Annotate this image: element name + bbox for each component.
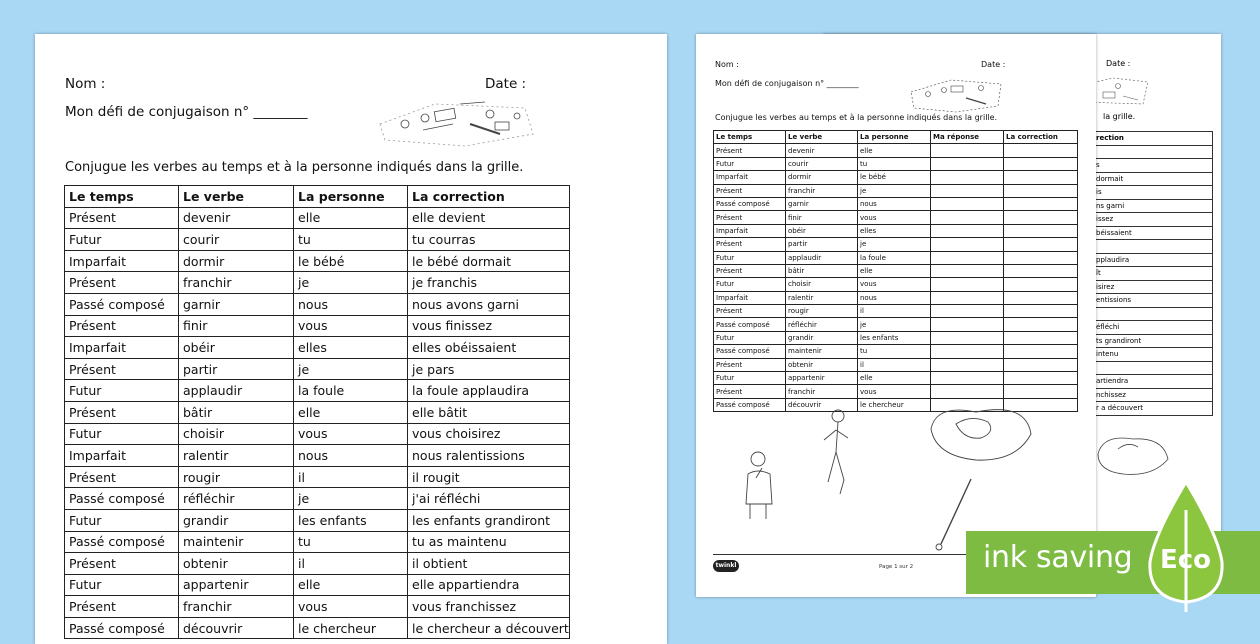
table-cell bbox=[1094, 361, 1213, 375]
table-cell: béissaient bbox=[1094, 226, 1213, 240]
table-cell: elle bbox=[294, 574, 408, 596]
table-row bbox=[65, 445, 570, 467]
table-cell: tu bbox=[858, 157, 931, 170]
back-table-row bbox=[1094, 253, 1213, 267]
table-cell: je bbox=[858, 238, 931, 251]
table-cell: courir bbox=[786, 157, 858, 170]
table-cell: devenir bbox=[786, 144, 858, 157]
front-table-row bbox=[714, 197, 1078, 210]
table-cell bbox=[931, 331, 1004, 344]
table-cell: ralentir bbox=[786, 291, 858, 304]
table-cell: Présent bbox=[65, 401, 179, 423]
table-cell bbox=[931, 144, 1004, 157]
table-cell: franchir bbox=[179, 272, 294, 294]
back-table-row bbox=[1094, 159, 1213, 173]
back-table-row bbox=[1094, 280, 1213, 294]
table-cell: j'ai réfléchi bbox=[408, 488, 570, 510]
table-cell: partir bbox=[786, 238, 858, 251]
table-cell: obtenir bbox=[179, 553, 294, 575]
table-cell: je bbox=[294, 358, 408, 380]
table-cell: grandir bbox=[179, 509, 294, 531]
table-cell: Futur bbox=[714, 157, 786, 170]
table-cell: Présent bbox=[65, 272, 179, 294]
table-cell: Futur bbox=[714, 372, 786, 385]
table-cell: éfléchi bbox=[1094, 321, 1213, 335]
table-cell: la foule bbox=[858, 251, 931, 264]
table-cell bbox=[931, 264, 1004, 277]
table-cell: Imparfait bbox=[65, 250, 179, 272]
front-table-row bbox=[714, 358, 1078, 371]
front-table-row bbox=[714, 157, 1078, 170]
table-cell: Futur bbox=[65, 423, 179, 445]
table-cell: le chercheur bbox=[294, 617, 408, 639]
table-cell: je franchis bbox=[408, 272, 570, 294]
table-row bbox=[65, 401, 570, 423]
table-cell: appartenir bbox=[179, 574, 294, 596]
table-cell: nous bbox=[294, 445, 408, 467]
worksheet-page-large bbox=[35, 34, 667, 644]
table-cell bbox=[931, 157, 1004, 170]
front-table-row bbox=[714, 305, 1078, 318]
table-cell: franchir bbox=[786, 385, 858, 398]
table-cell: garnir bbox=[179, 293, 294, 315]
table-cell: finir bbox=[786, 211, 858, 224]
table-cell: Passé composé bbox=[714, 398, 786, 411]
back-table-row bbox=[1094, 199, 1213, 213]
table-row bbox=[65, 293, 570, 315]
table-cell: Présent bbox=[65, 315, 179, 337]
table-cell bbox=[931, 211, 1004, 224]
table-cell: intenu bbox=[1094, 348, 1213, 362]
back-instructions-text: la grille. bbox=[1103, 112, 1136, 121]
back-table-row bbox=[1094, 294, 1213, 308]
table-row bbox=[65, 488, 570, 510]
table-cell: tu as maintenu bbox=[408, 531, 570, 553]
back-table-row bbox=[1094, 348, 1213, 362]
table-cell: issez bbox=[1094, 213, 1213, 227]
front-table-row bbox=[714, 278, 1078, 291]
table-cell bbox=[931, 291, 1004, 304]
table-cell bbox=[1094, 240, 1213, 254]
table-cell bbox=[1004, 184, 1078, 197]
table-cell bbox=[1004, 345, 1078, 358]
table-cell: Passé composé bbox=[714, 345, 786, 358]
table-cell: choisir bbox=[179, 423, 294, 445]
table-cell: Futur bbox=[65, 229, 179, 251]
table-cell: Passé composé bbox=[65, 617, 179, 639]
table-cell: elles bbox=[294, 337, 408, 359]
table-cell bbox=[931, 171, 1004, 184]
table-cell: tu bbox=[858, 345, 931, 358]
table-cell bbox=[931, 278, 1004, 291]
front-table-row bbox=[714, 331, 1078, 344]
table-cell: applaudir bbox=[786, 251, 858, 264]
back-date-label: Date : bbox=[1106, 59, 1131, 68]
table-cell: découvrir bbox=[179, 617, 294, 639]
table-cell: bâtir bbox=[179, 401, 294, 423]
table-cell: Présent bbox=[65, 466, 179, 488]
table-cell: rougir bbox=[179, 466, 294, 488]
table-cell: obéir bbox=[786, 224, 858, 237]
table-cell bbox=[1004, 305, 1078, 318]
front-table-row bbox=[714, 372, 1078, 385]
table-cell: il bbox=[858, 305, 931, 318]
front-table-row bbox=[714, 264, 1078, 277]
table-cell: ns garni bbox=[1094, 199, 1213, 213]
table-row bbox=[65, 315, 570, 337]
table-cell: grandir bbox=[786, 331, 858, 344]
front-table-row bbox=[714, 171, 1078, 184]
table-row bbox=[65, 466, 570, 488]
table-cell: tu bbox=[294, 531, 408, 553]
table-cell bbox=[931, 372, 1004, 385]
table-cell: les enfants grandiront bbox=[408, 509, 570, 531]
table-cell: les enfants bbox=[294, 509, 408, 531]
front-conjugation-table bbox=[713, 130, 1078, 412]
table-cell: Imparfait bbox=[714, 291, 786, 304]
table-cell: maintenir bbox=[179, 531, 294, 553]
back-table-row bbox=[1094, 334, 1213, 348]
table-cell: franchir bbox=[179, 596, 294, 618]
table-cell: Futur bbox=[714, 251, 786, 264]
table-cell: réfléchir bbox=[786, 318, 858, 331]
table-cell: Présent bbox=[714, 238, 786, 251]
front-table-row bbox=[714, 211, 1078, 224]
table-cell: ît bbox=[1094, 267, 1213, 281]
table-cell: Présent bbox=[714, 358, 786, 371]
table-cell: Présent bbox=[65, 553, 179, 575]
table-cell: devenir bbox=[179, 207, 294, 229]
table-cell: elles bbox=[858, 224, 931, 237]
table-cell bbox=[931, 345, 1004, 358]
table-cell: dormir bbox=[179, 250, 294, 272]
front-date-label: Date : bbox=[981, 60, 1006, 69]
table-cell: elle bâtit bbox=[408, 401, 570, 423]
table-cell: Présent bbox=[714, 264, 786, 277]
table-cell bbox=[1094, 145, 1213, 159]
table-cell: Futur bbox=[65, 574, 179, 596]
table-cell: elle bbox=[858, 144, 931, 157]
table-cell: choisir bbox=[786, 278, 858, 291]
front-instructions-text: Conjugue les verbes au temps et à la personne indiqués dans la grille. bbox=[715, 113, 998, 122]
table-cell bbox=[1004, 331, 1078, 344]
table-cell: je bbox=[294, 488, 408, 510]
table-cell: Futur bbox=[65, 509, 179, 531]
table-cell bbox=[1004, 144, 1078, 157]
table-cell: tu bbox=[294, 229, 408, 251]
table-cell: Imparfait bbox=[65, 337, 179, 359]
table-cell bbox=[1004, 171, 1078, 184]
table-cell: artiendra bbox=[1094, 375, 1213, 389]
table-cell: il rougit bbox=[408, 466, 570, 488]
table-cell bbox=[931, 197, 1004, 210]
table-cell: appartenir bbox=[786, 372, 858, 385]
table-cell: partir bbox=[179, 358, 294, 380]
table-cell: nous ralentissions bbox=[408, 445, 570, 467]
table-cell: les enfants bbox=[858, 331, 931, 344]
table-cell: le chercheur bbox=[858, 398, 931, 411]
table-cell: je bbox=[858, 184, 931, 197]
table-cell: Passé composé bbox=[65, 531, 179, 553]
front-table-row bbox=[714, 238, 1078, 251]
table-cell: vous bbox=[294, 423, 408, 445]
front-header-verb: Le verbe bbox=[786, 131, 858, 144]
header-correction: La correction bbox=[408, 186, 570, 208]
table-cell: le bébé bbox=[294, 250, 408, 272]
table-cell: Présent bbox=[65, 207, 179, 229]
table-row bbox=[65, 531, 570, 553]
conjugation-table bbox=[64, 185, 570, 639]
front-table-row bbox=[714, 251, 1078, 264]
table-cell: découvrir bbox=[786, 398, 858, 411]
back-table-row bbox=[1094, 375, 1213, 389]
back-table-row bbox=[1094, 321, 1213, 335]
table-row bbox=[65, 229, 570, 251]
table-cell: finir bbox=[179, 315, 294, 337]
table-cell bbox=[1004, 157, 1078, 170]
table-cell bbox=[931, 318, 1004, 331]
table-cell: vous bbox=[858, 211, 931, 224]
header-person: La personne bbox=[294, 186, 408, 208]
front-header-correction: La correction bbox=[1004, 131, 1078, 144]
eco-label: Eco bbox=[1160, 545, 1212, 575]
table-cell: isirez bbox=[1094, 280, 1213, 294]
back-table-row bbox=[1094, 186, 1213, 200]
table-cell: applaudir bbox=[179, 380, 294, 402]
table-cell bbox=[1004, 251, 1078, 264]
table-cell bbox=[931, 251, 1004, 264]
table-cell bbox=[1004, 372, 1078, 385]
front-header-tense: Le temps bbox=[714, 131, 786, 144]
table-cell: dormir bbox=[786, 171, 858, 184]
table-cell: Imparfait bbox=[714, 224, 786, 237]
table-row bbox=[65, 509, 570, 531]
table-row bbox=[65, 337, 570, 359]
challenge-label: Mon défi de conjugaison n° ________ bbox=[65, 104, 308, 120]
table-cell bbox=[1004, 211, 1078, 224]
table-cell: obéir bbox=[179, 337, 294, 359]
front-name-label: Nom : bbox=[715, 60, 739, 69]
table-cell: nous bbox=[294, 293, 408, 315]
header-tense: Le temps bbox=[65, 186, 179, 208]
table-cell: Imparfait bbox=[714, 171, 786, 184]
date-label: Date : bbox=[485, 76, 527, 92]
table-cell: Présent bbox=[714, 184, 786, 197]
table-cell: nous bbox=[858, 197, 931, 210]
table-cell: nous avons garni bbox=[408, 293, 570, 315]
table-cell bbox=[931, 305, 1004, 318]
table-cell: Présent bbox=[714, 385, 786, 398]
table-cell: la foule applaudira bbox=[408, 380, 570, 402]
table-cell: je pars bbox=[408, 358, 570, 380]
table-cell bbox=[1094, 307, 1213, 321]
table-cell: Imparfait bbox=[65, 445, 179, 467]
table-cell: rougir bbox=[786, 305, 858, 318]
name-label: Nom : bbox=[65, 76, 106, 92]
table-cell: réfléchir bbox=[179, 488, 294, 510]
table-cell: ts grandiront bbox=[1094, 334, 1213, 348]
table-cell: il bbox=[294, 466, 408, 488]
header-verb: Le verbe bbox=[179, 186, 294, 208]
table-cell: elle devient bbox=[408, 207, 570, 229]
table-cell: franchir bbox=[786, 184, 858, 197]
table-cell: Passé composé bbox=[65, 293, 179, 315]
table-row bbox=[65, 423, 570, 445]
table-cell: vous franchissez bbox=[408, 596, 570, 618]
table-cell: dormait bbox=[1094, 172, 1213, 186]
back-table-row bbox=[1094, 226, 1213, 240]
table-cell: nchissez bbox=[1094, 388, 1213, 402]
back-table-row bbox=[1094, 213, 1213, 227]
front-header-answer: Ma réponse bbox=[931, 131, 1004, 144]
ink-saving-text: ink saving bbox=[983, 540, 1133, 575]
back-table-row bbox=[1094, 145, 1213, 159]
table-cell bbox=[1004, 291, 1078, 304]
front-table-row bbox=[714, 224, 1078, 237]
table-cell: Présent bbox=[65, 596, 179, 618]
page-number: Page 1 sur 2 bbox=[879, 564, 914, 570]
table-cell: Présent bbox=[714, 144, 786, 157]
table-row bbox=[65, 250, 570, 272]
table-cell: le bébé dormait bbox=[408, 250, 570, 272]
table-cell bbox=[1004, 197, 1078, 210]
table-cell: le chercheur a découvert bbox=[408, 617, 570, 639]
table-cell: Passé composé bbox=[714, 318, 786, 331]
table-cell bbox=[1004, 264, 1078, 277]
table-cell: Présent bbox=[714, 211, 786, 224]
back-table-row bbox=[1094, 402, 1213, 416]
worksheet-page-small bbox=[696, 34, 1096, 597]
table-cell: r a découvert bbox=[1094, 402, 1213, 416]
table-cell: Futur bbox=[65, 380, 179, 402]
front-table-header-row bbox=[714, 131, 1078, 144]
table-cell bbox=[1004, 238, 1078, 251]
table-cell: il obtient bbox=[408, 553, 570, 575]
table-cell: la foule bbox=[294, 380, 408, 402]
table-cell: elle bbox=[858, 264, 931, 277]
table-cell bbox=[1004, 224, 1078, 237]
back-table-row bbox=[1094, 388, 1213, 402]
table-row bbox=[65, 272, 570, 294]
back-table-row bbox=[1094, 172, 1213, 186]
table-cell: obtenir bbox=[786, 358, 858, 371]
table-cell: entissions bbox=[1094, 294, 1213, 308]
table-cell: vous bbox=[294, 596, 408, 618]
table-cell: courir bbox=[179, 229, 294, 251]
table-cell: je bbox=[294, 272, 408, 294]
table-cell: vous bbox=[858, 278, 931, 291]
table-cell: maintenir bbox=[786, 345, 858, 358]
instructions-text: Conjugue les verbes au temps et à la personne indiqués dans la grille. bbox=[65, 160, 524, 175]
table-cell: bâtir bbox=[786, 264, 858, 277]
table-cell bbox=[931, 224, 1004, 237]
table-cell: tu courras bbox=[408, 229, 570, 251]
table-row bbox=[65, 617, 570, 639]
table-cell: elle bbox=[858, 372, 931, 385]
table-cell: je bbox=[858, 318, 931, 331]
table-cell: Passé composé bbox=[65, 488, 179, 510]
table-cell: elle appartiendra bbox=[408, 574, 570, 596]
table-cell bbox=[931, 385, 1004, 398]
back-table-row bbox=[1094, 307, 1213, 321]
table-cell: pplaudira bbox=[1094, 253, 1213, 267]
table-cell: elles obéissaient bbox=[408, 337, 570, 359]
table-cell: elle bbox=[294, 401, 408, 423]
front-table-row bbox=[714, 345, 1078, 358]
front-challenge-label: Mon défi de conjugaison n° ________ bbox=[715, 79, 859, 88]
desk-items-illustration bbox=[375, 94, 535, 149]
table-cell bbox=[931, 358, 1004, 371]
back-table-row bbox=[1094, 132, 1213, 146]
table-cell: ralentir bbox=[179, 445, 294, 467]
table-cell: vous finissez bbox=[408, 315, 570, 337]
table-row bbox=[65, 553, 570, 575]
table-header-row bbox=[65, 186, 570, 208]
back-table-row bbox=[1094, 361, 1213, 375]
table-cell: rection bbox=[1094, 132, 1213, 146]
front-table-row bbox=[714, 318, 1078, 331]
table-cell: nous bbox=[858, 291, 931, 304]
table-row bbox=[65, 358, 570, 380]
table-cell: elle bbox=[294, 207, 408, 229]
front-table-row bbox=[714, 291, 1078, 304]
table-row bbox=[65, 596, 570, 618]
table-cell: s bbox=[1094, 159, 1213, 173]
table-cell: le bébé bbox=[858, 171, 931, 184]
table-cell: Passé composé bbox=[714, 197, 786, 210]
back-table-row bbox=[1094, 267, 1213, 281]
table-row bbox=[65, 574, 570, 596]
table-cell: vous bbox=[294, 315, 408, 337]
table-cell bbox=[931, 238, 1004, 251]
table-cell: Futur bbox=[714, 278, 786, 291]
table-cell: is bbox=[1094, 186, 1213, 200]
front-table-row bbox=[714, 184, 1078, 197]
table-row bbox=[65, 207, 570, 229]
table-cell: vous choisirez bbox=[408, 423, 570, 445]
back-table-partial bbox=[1093, 131, 1213, 416]
table-row bbox=[65, 380, 570, 402]
back-sleeping-illustration bbox=[1093, 419, 1173, 479]
table-cell: il bbox=[858, 358, 931, 371]
table-cell bbox=[1004, 278, 1078, 291]
table-cell: Présent bbox=[65, 358, 179, 380]
front-table-row bbox=[714, 144, 1078, 157]
table-cell bbox=[931, 184, 1004, 197]
front-header-person: La personne bbox=[858, 131, 931, 144]
back-table-row bbox=[1094, 240, 1213, 254]
table-cell: vous bbox=[858, 385, 931, 398]
table-cell: Présent bbox=[714, 305, 786, 318]
front-table-row bbox=[714, 385, 1078, 398]
front-desk-illustration bbox=[906, 74, 1006, 114]
table-cell bbox=[1004, 385, 1078, 398]
table-cell: Futur bbox=[714, 331, 786, 344]
table-cell: il bbox=[294, 553, 408, 575]
table-cell bbox=[1004, 318, 1078, 331]
table-cell bbox=[1004, 358, 1078, 371]
twinkl-logo: twinkl bbox=[713, 560, 739, 572]
table-cell: garnir bbox=[786, 197, 858, 210]
